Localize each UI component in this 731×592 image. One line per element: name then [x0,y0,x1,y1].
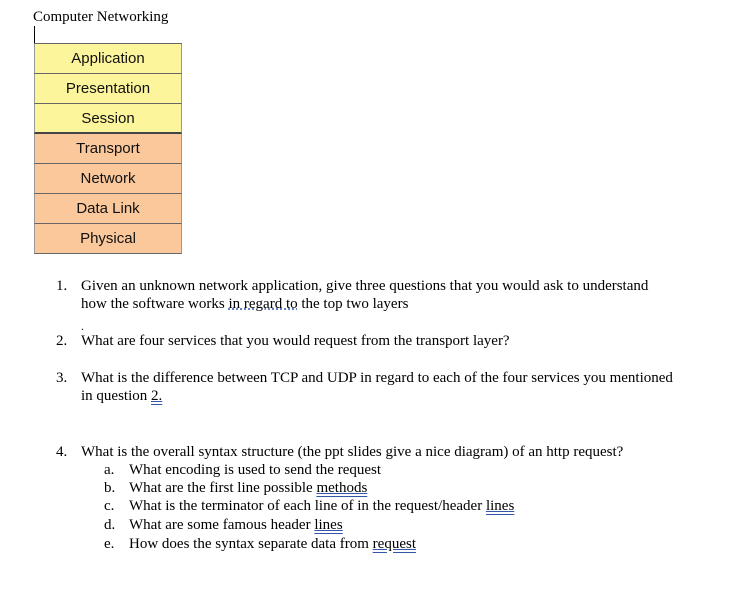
question-3-line-2 [81,387,162,405]
spell-flag-methods: methods [316,480,368,496]
stray-period: . [81,319,84,333]
sub-d-pre: What are some famous header [129,517,315,533]
sub-a-letter: a. [104,462,115,478]
question-1-number: 1. [56,278,68,294]
spell-flag-lines-c: lines [485,498,515,514]
sub-e-text [129,535,416,553]
sub-b-pre: What are the first line possible [129,480,317,496]
question-2-text: What are four services that you would request from the transport layer? [81,333,510,349]
sub-e-pre: How does the syntax separate data from [129,536,373,552]
osi-layer-physical: Physical [34,224,182,254]
question-4-text: What is the overall syntax structure (the ppt slides give a nice diagram) of an http request? [81,444,624,460]
sub-e-letter: e. [104,536,115,552]
sub-d-letter: d. [104,517,116,533]
sub-c-text [129,497,514,515]
question-4-number: 4. [56,444,68,460]
osi-layer-transport: Transport [34,134,182,164]
document-title: Computer Networking [33,9,169,25]
sub-c-letter: c. [104,498,115,514]
osi-layer-presentation: Presentation [34,74,182,104]
osi-layer-session: Session [34,104,182,134]
osi-layer-network: Network [34,164,182,194]
spell-flag-lines-d: lines [314,517,343,533]
question-1-line-2-pre: how the software works [81,296,229,312]
question-1-line-1: Given an unknown network application, give three questions that you would ask to understand [81,278,649,294]
sub-c-pre: What is the terminator of each line of in the request/header [129,498,486,514]
question-2-number: 2. [56,333,68,349]
question-3-number: 3. [56,370,68,386]
sub-b-letter: b. [104,480,116,496]
question-1-line-2 [81,295,408,313]
sub-d-text [129,516,343,534]
sub-b-text [129,479,367,497]
question-3-line-1: What is the difference between TCP and UDP in regard to each of the four services you mentioned [81,370,673,386]
spell-flag-2: 2. [151,388,163,404]
question-3-line-2-pre: in question [81,388,151,404]
osi-layer-table [34,43,182,254]
osi-layer-data-link: Data Link [34,194,182,224]
grammar-flag-in-regard-to: in regard to [228,296,298,312]
text-cursor [34,26,35,43]
osi-layer-application: Application [34,44,182,74]
question-1-line-2-post: the top two layers [297,296,409,312]
sub-a-text: What encoding is used to send the request [129,462,382,478]
spell-flag-request: request [372,536,416,552]
